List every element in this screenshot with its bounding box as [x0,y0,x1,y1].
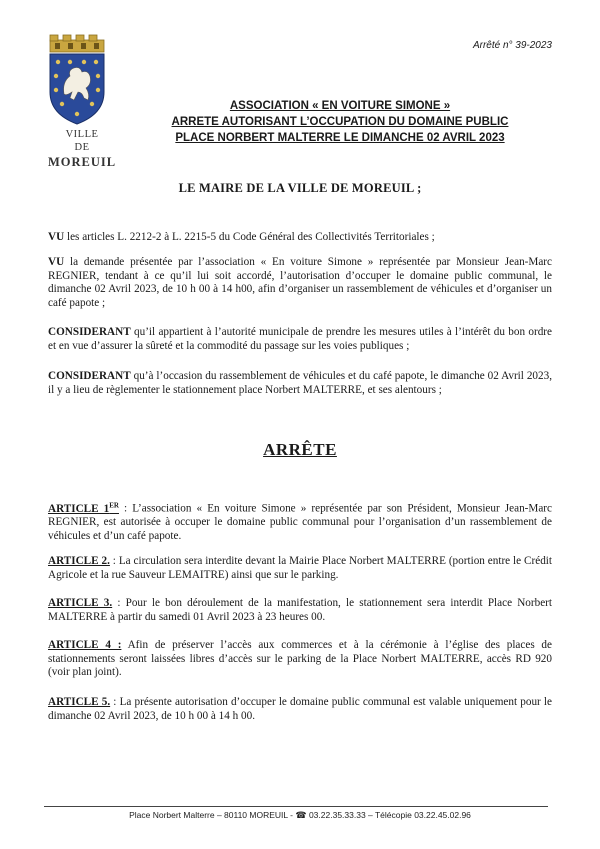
consideration-paragraph [48,256,552,310]
article-label: ARTICLE 3. [48,597,113,609]
consideration-label: CONSIDERANT [48,370,131,382]
city-label-moreuil: MOREUIL [47,155,117,169]
footer-divider [44,806,548,807]
consideration-paragraph [48,326,552,353]
arrete-reference: Arrêté n° 39-2023 [472,40,552,51]
title-line-1: ASSOCIATION « EN VOITURE SIMONE » [229,100,451,112]
article-paragraph [48,639,552,680]
arrete-heading: ARRÊTE [263,440,337,459]
consideration-label: VU [48,231,65,243]
consideration-label: VU [48,256,65,268]
article-paragraph: ARTICLE 2. : La circulation sera interdite devant la Mairie Place Norbert MALTERRE (portion entre le Crédit Agricole et la rue Sauveur LEMAITRE) ainsi que sur le parking. [48,555,552,581]
footer-address: Place Norbert Malterre – 80110 MOREUIL - [129,810,296,820]
footer-phone: 03.22.35.33.33 – Télécopie 03.22.45.02.96 [306,810,471,820]
article-label: ARTICLE 4 : [48,639,122,651]
article-text: L’association « En voiture Simone » représentée par son Président, Monsieur Jean-Marc REGNIER, est autorisée à occuper le domaine public communal pour l’organisation d’un rassemblement de véhicules et d’un café papote. [48,502,552,542]
title-line-2: ARRETE AUTORISANT L’OCCUPATION DU DOMAINE PUBLIC [171,116,509,128]
article-paragraph: ARTICLE 1ER : L’association « En voiture Simone » représentée par son Président, Monsieur Jean-Marc REGNIER, est autorisée à occuper le domaine public communal pour l’organisation d’un rassemblement de véhicules et d’un café papote. [48,501,552,542]
consideration-paragraph [48,370,552,397]
article-text: Pour le bon déroulement de la manifestation, le stationnement sera interdit Place Norbert MALTERRE à partir du samedi 01 Avril 2023 à 23 heures 00. [48,597,553,623]
article-paragraph: ARTICLE 3. : Pour le bon déroulement de la manifestation, le stationnement sera interdit Place Norbert MALTERRE à partir du samedi 01 Avril 2023 à 23 heures 00. [48,597,553,623]
article-text: Afin de préserver l’accès aux commerces et à la cérémonie à l’église des places de stationnements seront laissées libres d’accès sur le parking de la Place Norbert MALTERRE, accès RD 920 (voir plan joint). [48,639,552,679]
article-paragraph: ARTICLE 5. : La présente autorisation d’occuper le domaine public communal est valable uniquement pour le dimanche 02 Avril 2023, de 10 h 00 à 14 h 00. [48,696,553,722]
consideration-paragraph [48,231,552,245]
article-label: ARTICLE 5. [48,696,111,708]
consideration-text: qu’à l’occasion du rassemblement de véhicules et du café papote, le dimanche 02 Avril 2023, il y a lieu de règlementer le stationnement place Norbert MALTERRE, et ses alentours ; [48,370,552,396]
article-text: La présente autorisation d’occuper le domaine public communal est valable uniquement pour le dimanche 02 Avril 2023, de 10 h 00 à 14 h 00. [48,696,553,722]
document-title [140,98,540,146]
city-label-de: DE [74,142,90,153]
consideration-text: la demande présentée par l’association « En voiture Simone » représentée par Monsieur Jean-Marc REGNIER, tendant à ce qu’il lui soit accordé, l’autorisation d’occuper le domaine public communal, le dimanche 02 Avril 2023, de 10 h 00 à 14 h00, afin d’organiser un rassemblement de véhicules et d’organiser un café papote ; [48,256,552,309]
telephone-icon: ☎ [295,810,307,820]
article-label: ARTICLE 1ER [48,501,119,515]
article-superscript: ER [109,501,119,509]
crown-icon [50,35,104,52]
city-name-block [44,128,120,170]
article-text: La circulation sera interdite devant la Mairie Place Norbert MALTERRE (portion entre le Crédit Agricole et la rue Sauveur LEMAITRE) ainsi que sur le parking. [48,555,552,581]
article-label: ARTICLE 2. [48,555,110,567]
title-line-3: PLACE NORBERT MALTERRE LE DIMANCHE 02 AVRIL 2023 [175,132,505,144]
consideration-text: qu’il appartient à l’autorité municipale de prendre les mesures utiles à l’intérêt du bon ordre et en vue d’assurer la sûreté et la commodité du passage sur les voies publiques ; [48,326,552,352]
consideration-text: les articles L. 2212-2 à L. 2215-5 du Code Général des Collectivités Territoriales ; [64,231,435,243]
city-label-ville: VILLE [65,129,99,140]
maire-heading: LE MAIRE DE LA VILLE DE MOREUIL ; [178,181,422,195]
moreuil-coat-of-arms-logo [44,34,110,126]
consideration-label: CONSIDERANT [48,326,131,338]
footer-contact [0,810,600,821]
